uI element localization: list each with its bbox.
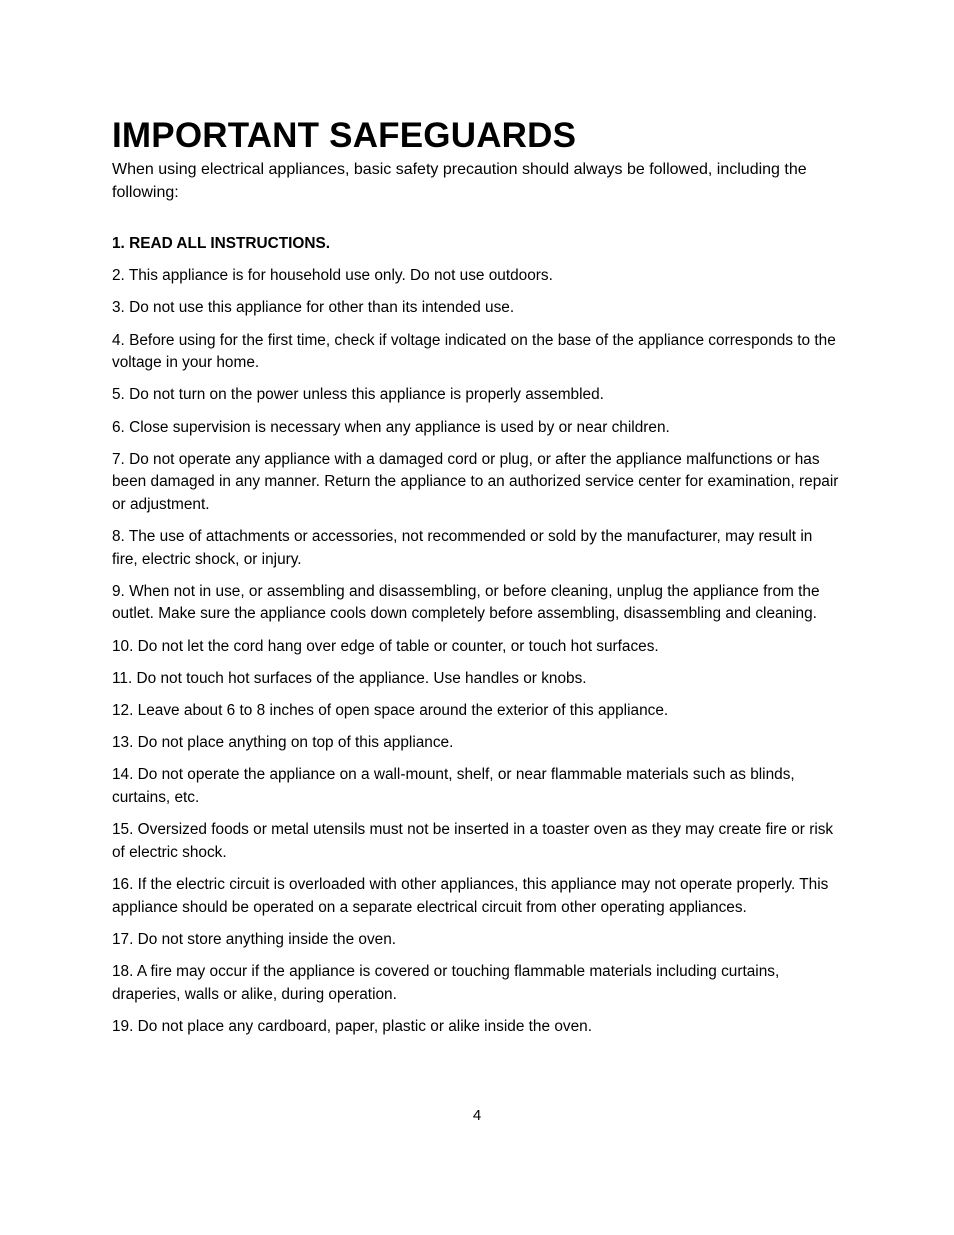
page-title: IMPORTANT SAFEGUARDS [112, 116, 577, 155]
safeguard-item-5: 5. Do not turn on the power unless this appliance is properly assembled. [112, 386, 604, 404]
safeguard-item-19: 19. Do not place any cardboard, paper, plastic or alike inside the oven. [112, 1017, 592, 1035]
safeguard-item-8: 8. The use of attachments or accessories, not recommended or sold by the manufacturer, may result in fire, electric shock, or injury. [112, 528, 813, 568]
safeguard-item-1: 1. READ ALL INSTRUCTIONS. [112, 235, 331, 252]
safeguard-item-9: 9. When not in use, or assembling and disassembling, or before cleaning, unplug the appliance from the outlet. Make sure the appliance cools down completely before assembling, disassembling and cleaning. [112, 582, 820, 623]
safeguard-item-17: 17. Do not store anything inside the oven. [112, 930, 397, 948]
safeguard-item-10: 10. Do not let the cord hang over edge of table or counter, or touch hot surfaces. [112, 637, 659, 655]
page-number: 4 [472, 1107, 482, 1124]
safeguard-item-15: 15. Oversized foods or metal utensils must not be inserted in a toaster oven as they may create fire or risk of electric shock. [112, 821, 834, 861]
safeguard-item-6: 6. Close supervision is necessary when any appliance is used by or near children. [112, 418, 670, 436]
safeguard-item-2: 2. This appliance is for household use only. Do not use outdoors. [112, 267, 553, 285]
safeguard-item-4: 4. Before using for the first time, check if voltage indicated on the base of the appliance corresponds to the voltage in your home. [112, 331, 836, 372]
safeguard-item-16: 16. If the electric circuit is overloaded with other appliances, this appliance may not operate properly. This appliance should be operated on a separate electrical circuit from other operating appliances. [112, 875, 829, 916]
intro-paragraph: When using electrical appliances, basic safety precaution should always be followed, including the following: [112, 161, 807, 201]
document-page [112, 114, 842, 1048]
safeguard-item-12: 12. Leave about 6 to 8 inches of open space around the exterior of this appliance. [112, 702, 669, 720]
safeguard-item-18: 18. A fire may occur if the appliance is covered or touching flammable materials including curtains, draperies, walls or alike, during operation. [112, 962, 780, 1003]
safeguard-item-3: 3. Do not use this appliance for other than its intended use. [112, 299, 515, 317]
safeguard-item-13: 13. Do not place anything on top of this appliance. [112, 734, 454, 752]
safeguard-item-14: 14. Do not operate the appliance on a wall-mount, shelf, or near flammable materials such as blinds, curtains, etc. [112, 766, 795, 806]
safeguard-item-7: 7. Do not operate any appliance with a damaged cord or plug, or after the appliance malfunctions or has been damaged in any manner. Return the appliance to an authorized service center for examination, repair or adjustment. [112, 450, 839, 513]
safeguard-item-11: 11. Do not touch hot surfaces of the appliance. Use handles or knobs. [112, 669, 587, 687]
